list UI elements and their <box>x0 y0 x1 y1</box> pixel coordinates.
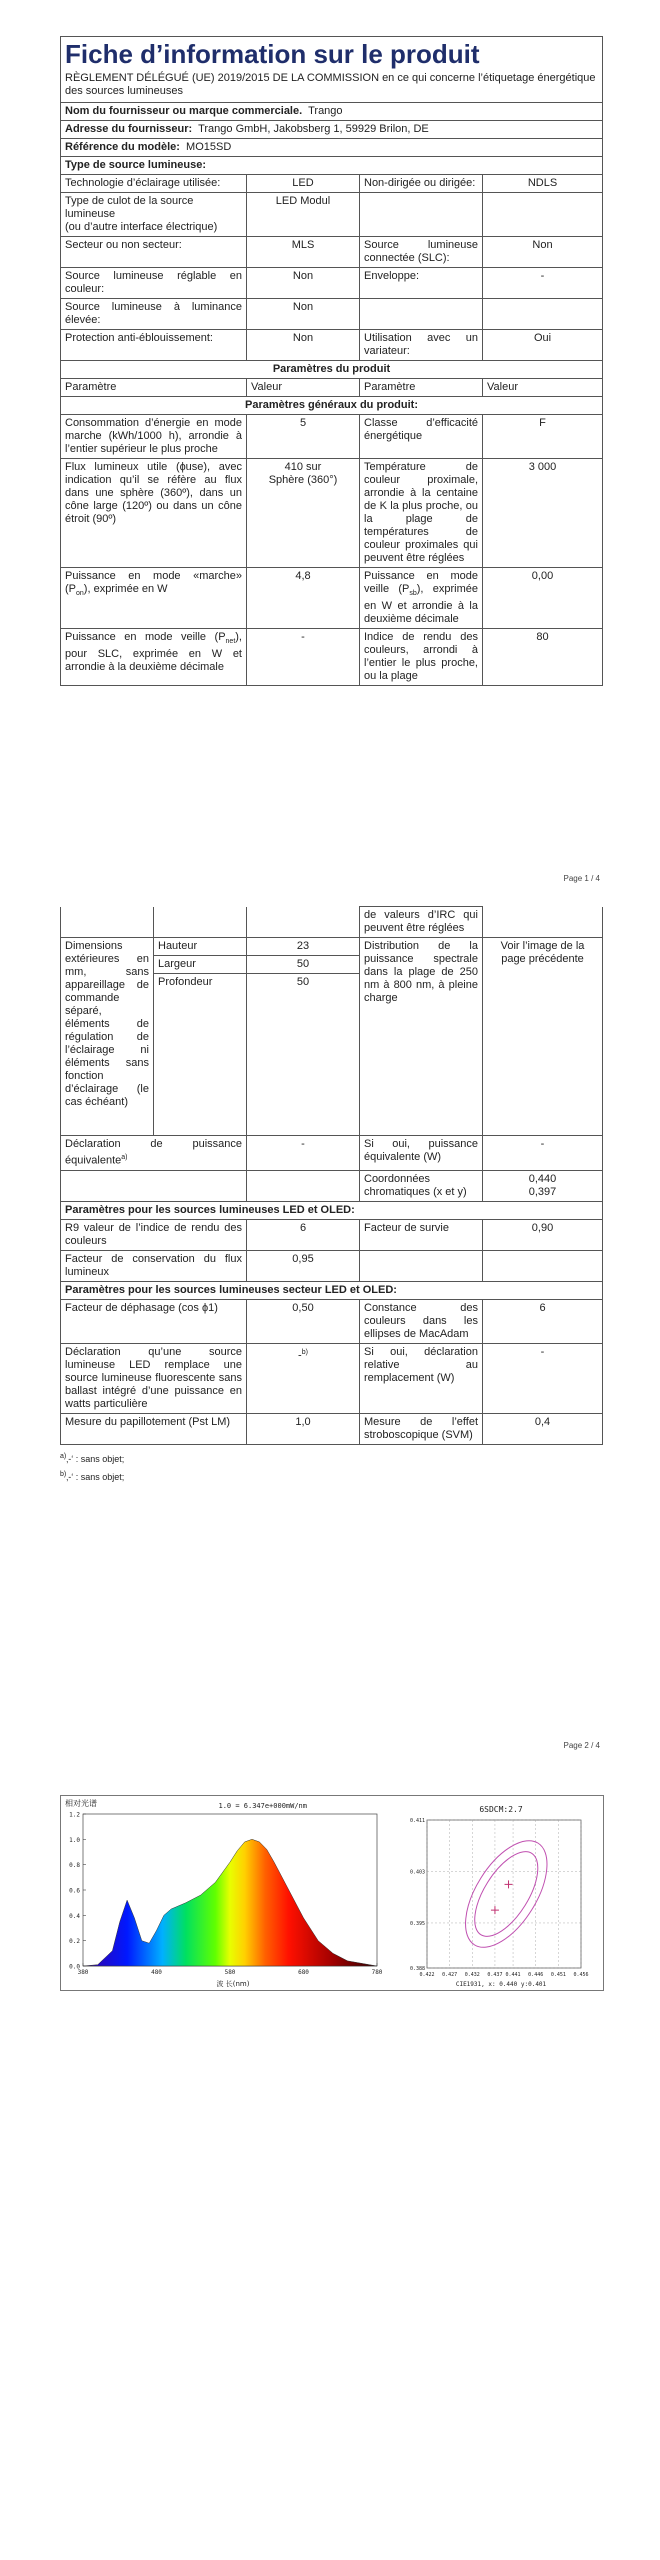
net-label-a: Puissance en mode veille (P <box>65 631 226 644</box>
cri-label-part2: de valeurs d’IRC qui peuvent être réglées <box>360 907 483 938</box>
power-label-a: Puissance en mode «marche» (P <box>65 570 242 595</box>
cie-xtick-label: 0.456 <box>573 1972 589 1978</box>
page-2-number: Page 2 / 4 <box>563 1741 600 1750</box>
pst-label: Mesure du papillotement (Pst LM) <box>61 1413 247 1444</box>
pst-value: 1,0 <box>247 1413 360 1444</box>
maint-label: Facteur de conservation du flux lumineux <box>61 1250 247 1281</box>
col-value-2: Valeur <box>483 379 603 397</box>
spectrum-ytick-label: 1.2 <box>69 1811 80 1819</box>
cap-label-line2: (ou d’autre interface électrique) <box>65 221 218 233</box>
eqpower-value: - <box>247 1136 360 1171</box>
survival-value: 0,90 <box>483 1219 603 1250</box>
spectrum-xtick-label: 580 <box>224 1969 236 1976</box>
power-label-b: ), exprimée en W <box>83 583 168 595</box>
cap-label-line1: Type de culot de la source lumineuse <box>65 195 194 220</box>
eqpower-sup: a) <box>121 1154 128 1161</box>
spectrum-ytick-label: 0.2 <box>69 1938 80 1946</box>
info-table-page2 <box>60 906 603 1445</box>
cri-value: 80 <box>483 629 603 686</box>
cie-xtick-label: 0.446 <box>528 1972 544 1978</box>
cie-ytick-label: 0.395 <box>409 1920 425 1927</box>
chroma-x: 0,440 <box>528 1172 557 1185</box>
power-label-sub: on <box>76 590 84 598</box>
cie-xtick-label: 0.441 <box>505 1972 521 1978</box>
repl-value <box>247 1343 360 1413</box>
chroma-y: 0,397 <box>528 1185 557 1198</box>
cie-ellipse-outer <box>449 1827 563 1961</box>
repl-sup: b) <box>301 1348 308 1356</box>
spectrum-ytick-label: 0.8 <box>69 1862 80 1870</box>
eqw-label: Si oui, puissance équivalente (W) <box>360 1136 483 1171</box>
spectrum-xtick-label: 480 <box>151 1969 162 1976</box>
pf-value: 0,50 <box>247 1299 360 1343</box>
pf-label: Facteur de déphasage (cos ϕ1) <box>61 1299 247 1343</box>
footnote-b <box>60 1467 602 1485</box>
width-value: 50 <box>247 956 360 974</box>
high-luminance-value: Non <box>247 299 360 330</box>
general-title: Paramètres généraux du produit: <box>61 397 603 415</box>
connected-value: Non <box>483 237 603 268</box>
power-value: 4,8 <box>247 568 360 629</box>
cri-label-part1: Indice de rendu des couleurs, arrondi à l’entier le plus proche, ou la plage <box>360 629 483 686</box>
standby-value: 0,00 <box>483 568 603 629</box>
high-luminance-label: Source lumineuse à luminance élevée: <box>61 299 247 330</box>
spectrum-xtick-label: 380 <box>77 1969 89 1976</box>
led-oled-title: Paramètres pour les sources lumineuses LED et OLED: <box>61 1201 603 1219</box>
energy-label: Consommation d’énergie en mode marche (kWh/1000 h), arrondie à l’entier supérieur le plus proche <box>61 415 247 459</box>
cie-frame <box>427 1820 581 1968</box>
eqpower-label-text: Déclaration de puissance équivalente <box>65 1138 242 1167</box>
r9-label: R9 valeur de l’indice de rendu des couleurs <box>61 1219 247 1250</box>
macadam-value: 6 <box>483 1299 603 1343</box>
eqw-value: - <box>483 1136 603 1171</box>
model-label: Référence du modèle: <box>65 141 180 153</box>
cie-ellipse-inner <box>462 1842 550 1947</box>
net-label-sub: net <box>225 638 236 646</box>
svm-label: Mesure de l’effet stroboscopique (SVM) <box>360 1413 483 1444</box>
supplier-label: Nom du fournisseur ou marque commerciale. <box>65 105 303 117</box>
info-table-page1 <box>60 36 603 686</box>
address-value: Trango GmbH, Jakobsberg 1, 59929 Brilon, DE <box>198 123 429 135</box>
cie-title: 6SDCM:2.7 <box>479 1805 523 1814</box>
repl-w-value: - <box>483 1343 603 1413</box>
cap-value: LED Modul <box>247 193 360 237</box>
page-title: Fiche d’information sur le produit <box>65 39 480 69</box>
cie-ytick-label: 0.411 <box>409 1818 425 1824</box>
envelope-value: - <box>483 268 603 299</box>
tech-label: Technologie d’éclairage utilisée: <box>61 175 247 193</box>
model-value: MO15SD <box>186 141 232 153</box>
dimmer-value: Oui <box>483 330 603 361</box>
footnote-a <box>60 1449 602 1467</box>
net-standby-label <box>61 629 247 686</box>
cct-label: Température de couleur proximale, arrondie à la centaine de K la plus proche, ou la plage de températures de couleur proximales qui peuvent être réglées <box>360 459 483 568</box>
repl-w-label: Si oui, déclaration relative au remplacement (W) <box>360 1343 483 1413</box>
spectrum-figure <box>60 1795 604 1991</box>
flux-label: Flux lumineux utile (ɸuse), avec indication qu’il se réfère au flux dans une sphère (360º), dans un cône large (120º) ou dans un cône étroit (90º) <box>61 459 247 568</box>
power-label <box>61 568 247 629</box>
nondir-label: Non-dirigée ou dirigée: <box>360 175 483 193</box>
spectrum-plot <box>69 1812 383 1977</box>
mains-value: MLS <box>247 237 360 268</box>
spectrum-ytick-label: 0.4 <box>69 1912 80 1920</box>
cap-label <box>61 193 247 237</box>
standby-label-sub: sb <box>409 590 417 598</box>
depth-label: Profondeur <box>154 974 247 1136</box>
chroma-label: Coordonnées chromatiques (x et y) <box>360 1170 483 1201</box>
spectrum-xlabel: 波 长(nm) <box>216 1980 250 1988</box>
cie-ytick-label: 0.403 <box>409 1869 425 1876</box>
r9-value: 6 <box>247 1219 360 1250</box>
spectrum-title: 相对光谱 <box>65 1799 97 1808</box>
net-label-b: ), pour SLC, exprimée en W et arrondie à la deuxième décimale <box>65 631 242 674</box>
energy-value: 5 <box>247 415 360 459</box>
col-param-1: Paramètre <box>61 379 247 397</box>
height-label: Hauteur <box>154 938 247 956</box>
led-mains-title: Paramètres pour les sources lumineuses secteur LED et OLED: <box>61 1281 603 1299</box>
cie-footer: CIE1931, x: 0.440 y:0.401 <box>455 1981 547 1988</box>
footnote-a-mark: a) <box>60 1452 67 1460</box>
spectrum-xtick-label: 680 <box>298 1969 309 1976</box>
svm-value: 0,4 <box>483 1413 603 1444</box>
colour-tunable-label: Source lumineuse réglable en couleur: <box>61 268 247 299</box>
spectrum-header: 1.0 = 6.347e+000mW/nm <box>218 1802 307 1810</box>
page-2 <box>60 906 602 1485</box>
class-label: Classe d’efficacité énergétique <box>360 415 483 459</box>
nondir-value: NDLS <box>483 175 603 193</box>
spectrum-ytick-label: 0.6 <box>69 1887 80 1895</box>
colour-tunable-value: Non <box>247 268 360 299</box>
glare-value: Non <box>247 330 360 361</box>
footnote-b-text: ‚-‘ : sans objet; <box>66 1471 125 1482</box>
cie-point-0 <box>505 1880 513 1888</box>
survival-label: Facteur de survie <box>360 1219 483 1250</box>
repl-value-text: - <box>298 1349 302 1362</box>
light-source-type-title: Type de source lumineuse: <box>61 157 603 175</box>
dims-label: Dimensions extérieures en mm, sans appareillage de commande séparé, éléments de régulation de l’éclairage ni éléments sans fonction d’éclairage (le cas échéant) <box>61 938 154 1136</box>
net-standby-value: - <box>247 629 360 686</box>
spectrum-ytick-label: 1.0 <box>69 1836 80 1844</box>
spectrum-area <box>83 1839 377 1966</box>
tech-value: LED <box>247 175 360 193</box>
height-value: 23 <box>247 938 360 956</box>
flux-value-line2: Sphère (360°) <box>268 474 338 486</box>
page-1-number: Page 1 / 4 <box>563 874 600 883</box>
col-value-1: Valeur <box>247 379 360 397</box>
dimmer-label: Utilisation avec un variateur: <box>360 330 483 361</box>
spd-label: Distribution de la puissance spectrale dans la plage de 250 nm à 800 nm, à pleine charge <box>360 938 483 1136</box>
maint-value: 0,95 <box>247 1250 360 1281</box>
cie-xtick-label: 0.422 <box>419 1972 435 1978</box>
connected-label: Source lumineuse connectée (SLC): <box>360 237 483 268</box>
spectrum-xtick-label: 780 <box>371 1969 383 1976</box>
params-title: Paramètres du produit <box>61 361 603 379</box>
figure-svg <box>61 1796 603 1990</box>
footnote-a-text: ‚-‘ : sans objet; <box>66 1453 125 1464</box>
cie-point-1 <box>491 1906 499 1914</box>
regulation-subtitle: RÈGLEMENT DÉLÉGUÉ (UE) 2019/2015 DE LA COMMISSION en ce qui concerne l’étiquetage énergétique des sources lumineuses <box>65 72 596 97</box>
footnote-b-mark: b) <box>60 1470 67 1478</box>
cie-xtick-label: 0.432 <box>464 1972 480 1978</box>
cie-xtick-label: 0.451 <box>550 1972 566 1978</box>
page-1 <box>60 36 602 686</box>
width-label: Largeur <box>154 956 247 974</box>
standby-label-a: Puissance en mode veille (P <box>364 570 478 595</box>
flux-value <box>247 459 360 568</box>
cie-ytick-label: 0.388 <box>409 1966 425 1972</box>
supplier-value: Trango <box>308 105 343 117</box>
col-param-2: Paramètre <box>360 379 483 397</box>
envelope-label: Enveloppe: <box>360 268 483 299</box>
mains-label: Secteur ou non secteur: <box>61 237 247 268</box>
class-value: F <box>483 415 603 459</box>
address-label: Adresse du fournisseur: <box>65 123 193 135</box>
spd-value: Voir l’image de la page précédente <box>483 938 603 1136</box>
cct-value: 3 000 <box>483 459 603 568</box>
spectrum-ytick-label: 0.0 <box>69 1963 80 1971</box>
standby-label <box>360 568 483 629</box>
cie-plot <box>410 1818 589 1978</box>
macadam-label: Constance des couleurs dans les ellipses de MacAdam <box>360 1299 483 1343</box>
repl-label: Déclaration qu’une source lumineuse LED remplace une source lumineuse fluorescente sans ballast intégré d’une puissance en watts particulière <box>61 1343 247 1413</box>
cie-xtick-label: 0.427 <box>442 1972 458 1978</box>
depth-value: 50 <box>247 974 360 1136</box>
standby-label-b: ), exprimée en W et arrondie à la deuxième décimale <box>364 583 478 626</box>
cie-xtick-label: 0.437 <box>487 1972 503 1978</box>
chroma-value <box>483 1170 603 1201</box>
eqpower-label <box>61 1136 247 1171</box>
glare-label: Protection anti-éblouissement: <box>61 330 247 361</box>
flux-value-line1: 410 sur <box>284 461 322 473</box>
